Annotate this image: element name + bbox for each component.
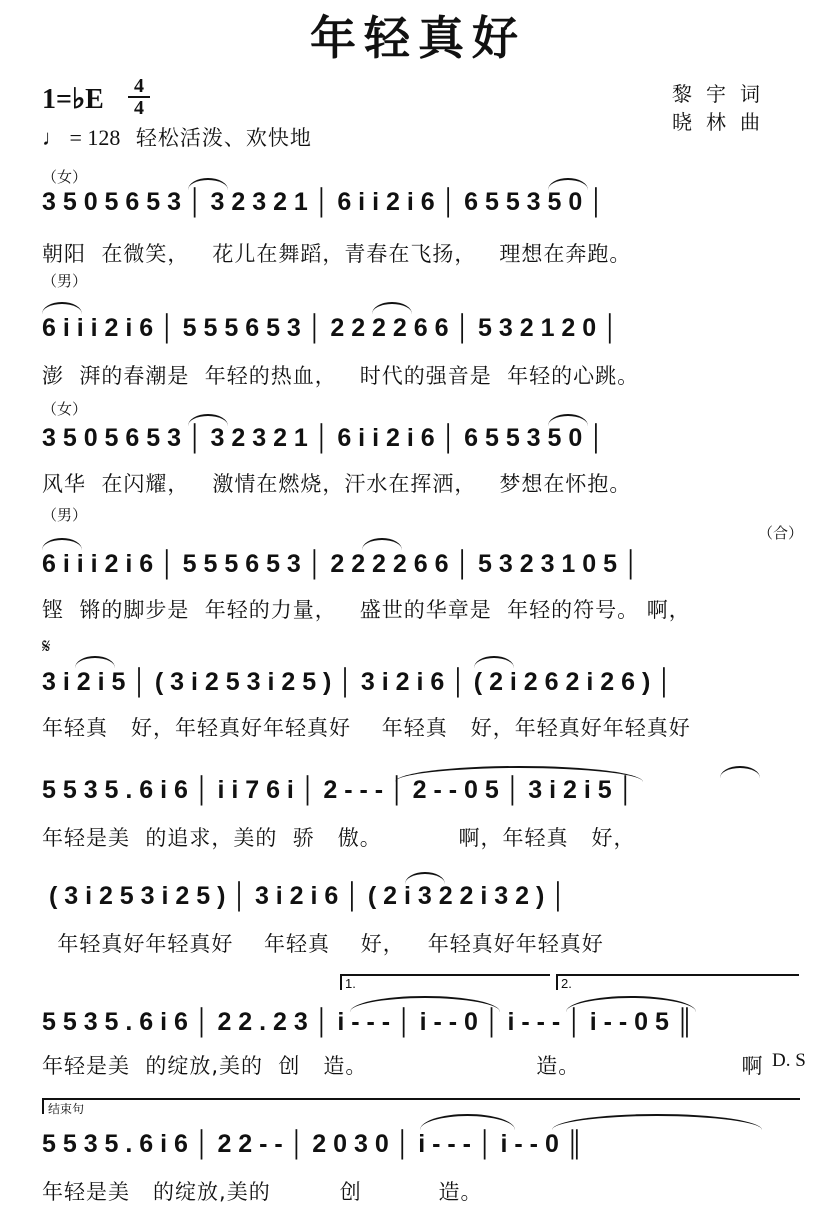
lyrics-line: 年轻是美 的绽放,美的 创 造。 造。 啊 bbox=[42, 1054, 764, 1078]
lyrics-line: 澎 湃的春潮是 年轻的热血， 时代的强音是 年轻的心跳。 bbox=[42, 364, 640, 388]
slur-arc bbox=[405, 872, 445, 884]
tempo-marking bbox=[42, 122, 312, 152]
voice-label: （女） bbox=[42, 400, 88, 418]
lyrics-line: 年轻是美 的追求，美的 骄 傲。 啊，年轻真 好， bbox=[42, 826, 636, 850]
meter-top: 4 bbox=[134, 75, 144, 97]
slur-arc bbox=[372, 302, 412, 314]
slur-arc bbox=[42, 538, 82, 550]
lyrics-line: 年轻真好年轻真好 年轻真 好， 年轻真好年轻真好 bbox=[42, 932, 604, 956]
lyricist-credit: 黎宇词 bbox=[672, 82, 774, 106]
song-title: 年轻真好 bbox=[310, 11, 526, 65]
time-signature bbox=[128, 76, 150, 118]
voice-label: （男） bbox=[42, 272, 88, 290]
dal-segno-mark: D. S bbox=[772, 1050, 806, 1071]
slur-arc bbox=[548, 414, 588, 426]
voice-label: （女） bbox=[42, 168, 88, 186]
lyrics-line: 年轻是美 的绽放,美的 创 造。 bbox=[42, 1180, 483, 1204]
volta-first-ending: 1. bbox=[340, 974, 550, 990]
notation-line: 6 i i i 2 i 6 │ 5 5 5 6 5 3 │ 2 2 2 2 6 6 │ 5 3 2 3 1 0 5 │ bbox=[42, 550, 640, 578]
slur-arc bbox=[188, 414, 228, 426]
lyrics-line: 朝阳 在微笑， 花儿在舞蹈，青春在飞扬， 理想在奔跑。 bbox=[42, 242, 632, 266]
chorus-label: （合） bbox=[758, 524, 804, 542]
slur-arc bbox=[188, 178, 228, 190]
lyrics-line: 风华 在闪耀， 激情在燃烧，汗水在挥洒， 梦想在怀抱。 bbox=[42, 472, 632, 496]
notation-line: 5 5 3 5 . 6 i 6 │ i i 7 6 i │ 2 - - - │ 2 - - 0 5 │ 3 i 2 i 5 │ bbox=[42, 776, 635, 804]
volta-second-ending: 2. bbox=[556, 974, 799, 990]
notation-line: 6 i i i 2 i 6 │ 5 5 5 6 5 3 │ 2 2 2 2 6 6 │ 5 3 2 1 2 0 │ bbox=[42, 314, 619, 342]
tie-arc bbox=[552, 1114, 762, 1130]
meter-bottom: 4 bbox=[128, 96, 150, 118]
notation-line: 3 5 0 5 6 5 3 │ 3 2 3 2 1 │ 6 i i 2 i 6 │ 6 5 5 3 5 0 │ bbox=[42, 424, 605, 452]
notation-line: 5 5 3 5 . 6 i 6 │ 2 2 . 2 3 │ i - - - │ i - - 0 │ i - - - │ i - - 0 5 ║ bbox=[42, 1008, 694, 1036]
slur-arc bbox=[720, 766, 760, 778]
composer-credit: 晓林曲 bbox=[672, 110, 774, 134]
segno-sign: 𝄋 bbox=[42, 634, 51, 658]
ending-phrase-label: 结束句 bbox=[42, 1098, 800, 1114]
slur-arc bbox=[474, 656, 514, 668]
notation-line: 3 i 2 i 5 │ ( 3 i 2 5 3 i 2 5 ) │ 3 i 2 i 6 │ ( 2 i 2 6 2 i 2 6 ) │ bbox=[42, 668, 673, 696]
tie-arc bbox=[566, 996, 696, 1012]
performance-style: 轻松活泼、欢快地 bbox=[135, 126, 312, 150]
notation-line: 5 5 3 5 . 6 i 6 │ 2 2 - - │ 2 0 3 0 │ i - - - │ i - - 0 ║ bbox=[42, 1130, 584, 1158]
slur-arc bbox=[75, 656, 115, 668]
key-signature: 1=♭E bbox=[42, 84, 104, 115]
tie-arc bbox=[420, 1114, 515, 1130]
lyrics-line: 铿 锵的脚步是 年轻的力量， 盛世的华章是 年轻的符号。 啊， bbox=[42, 598, 691, 622]
voice-label: （男） bbox=[42, 506, 88, 524]
slur-arc bbox=[548, 178, 588, 190]
tie-arc bbox=[350, 996, 500, 1012]
slur-arc bbox=[42, 302, 82, 314]
notation-line: 3 5 0 5 6 5 3 │ 3 2 3 2 1 │ 6 i i 2 i 6 │ 6 5 5 3 5 0 │ bbox=[42, 188, 605, 216]
tempo-value: ♩ = 128 bbox=[42, 125, 121, 150]
slur-arc bbox=[362, 538, 402, 550]
tie-arc bbox=[395, 766, 643, 782]
lyrics-line: 年轻真 好，年轻真好年轻真好 年轻真 好，年轻真好年轻真好 bbox=[42, 716, 691, 740]
notation-line: ( 3 i 2 5 3 i 2 5 ) │ 3 i 2 i 6 │ ( 2 i 3 2 2 i 3 2 ) │ bbox=[42, 882, 567, 910]
